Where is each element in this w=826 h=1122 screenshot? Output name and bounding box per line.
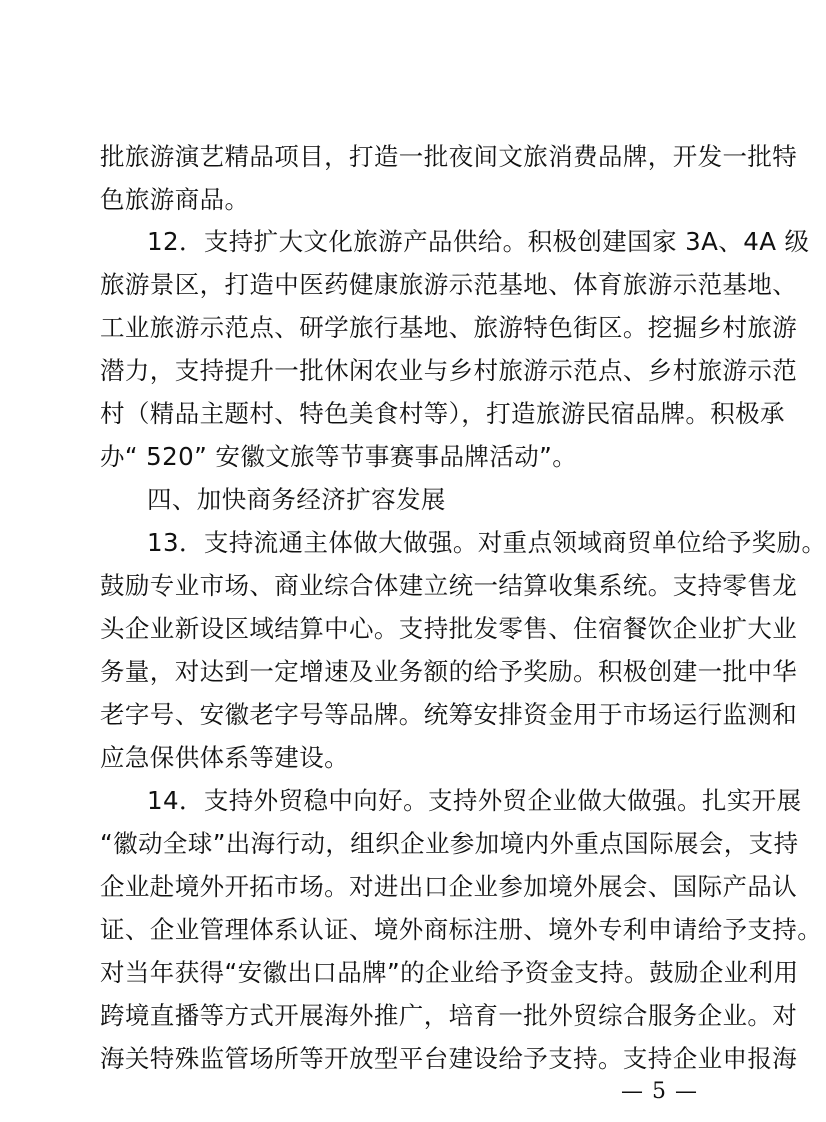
text-line: 潜力，支持提升一批休闲农业与乡村旅游示范点、乡村旅游示范 (100, 356, 798, 385)
text-line: 跨境直播等方式开展海外推广，培育一批外贸综合服务企业。对 (100, 1001, 798, 1030)
text-line: 村（精品主题村、特色美食村等），打造旅游民宿品牌。积极承 (100, 399, 785, 428)
text-line: 应急保供体系等建设。 (100, 743, 349, 772)
text-line: 务量，对达到一定增速及业务额的给予奖励。积极创建一批中华 (100, 657, 798, 686)
text-line: 对当年获得“安徽出口品牌”的企业给予资金支持。鼓励企业利用 (100, 958, 799, 987)
paragraph-13-start: 13．支持流通主体做大做强。对重点领域商贸单位给予奖励。 (147, 528, 826, 557)
text-line: 办“ 520” 安徽文旅等节事赛事品牌活动”。 (100, 442, 578, 471)
text-line: 批旅游演艺精品项目，打造一批夜间文旅消费品牌，开发一批特 (100, 142, 798, 171)
paragraph-12-start: 12．支持扩大文化旅游产品供给。积极创建国家 3A、4A 级 (147, 227, 810, 256)
text-line: 工业旅游示范点、研学旅行基地、旅游特色街区。挖掘乡村旅游 (100, 313, 798, 342)
text-line: 证、企业管理体系认证、境外商标注册、境外专利申请给予支持。 (100, 915, 823, 944)
section-heading: 四、加快商务经济扩容发展 (147, 485, 446, 514)
text-line: 鼓励专业市场、商业综合体建立统一结算收集系统。支持零售龙 (100, 571, 798, 600)
text-line: 海关特殊监管场所等开放型平台建设给予支持。支持企业申报海 (100, 1044, 798, 1073)
page-number: — 5 — (621, 1079, 698, 1104)
text-line: 头企业新设区域结算中心。支持批发零售、住宿餐饮企业扩大业 (100, 614, 798, 643)
text-line: “徽动全球”出海行动，组织企业参加境内外重点国际展会，支持 (100, 829, 799, 858)
text-line: 旅游景区，打造中医药健康旅游示范基地、体育旅游示范基地、 (100, 270, 798, 299)
text-line: 企业赴境外开拓市场。对进出口企业参加境外展会、国际产品认 (100, 872, 798, 901)
text-line: 色旅游商品。 (100, 185, 250, 214)
paragraph-14-start: 14．支持外贸稳中向好。支持外贸企业做大做强。扎实开展 (147, 786, 802, 815)
text-line: 老字号、安徽老字号等品牌。统筹安排资金用于市场运行监测和 (100, 700, 798, 729)
